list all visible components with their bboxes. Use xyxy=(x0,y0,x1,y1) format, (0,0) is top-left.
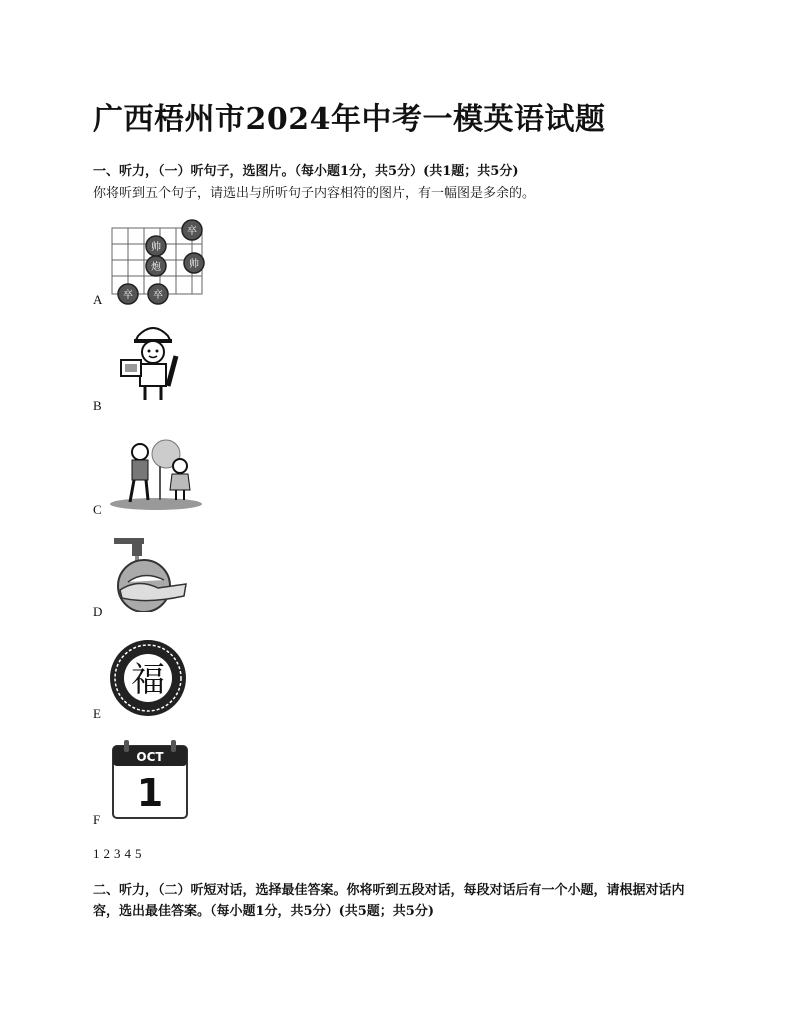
chess-piece-3: 炮 xyxy=(151,262,161,273)
option-letter-a: A xyxy=(93,292,103,307)
chess-piece-5: 卒 xyxy=(123,290,133,301)
answer-numbers xyxy=(93,846,146,862)
answer-number: 1 xyxy=(93,846,101,861)
section2-heading: 二、听力，（二）听短对话，选择最佳答案。你将听到五段对话，每段对话后有一个小题，请根据对话内容，选出最佳答案。（每小题1分，共5分）(共5题；共5分) xyxy=(93,883,685,919)
answer-number: 4 xyxy=(124,846,132,861)
chinese-chess-icon xyxy=(108,218,208,306)
fu-character-icon xyxy=(108,638,188,718)
chess-piece-2: 帅 xyxy=(151,242,161,253)
calendar-image xyxy=(110,740,190,820)
answer-number: 2 xyxy=(103,846,111,861)
fu-character-text: 福 xyxy=(131,660,165,700)
planting-image xyxy=(108,438,204,512)
section1-heading: 一、听力，（一）听句子，选图片。（每小题1分，共5分）(共1题；共5分) xyxy=(93,164,519,179)
option-letter-e: E xyxy=(93,706,101,721)
engineer-icon xyxy=(118,320,188,402)
answer-number: 5 xyxy=(135,846,143,861)
tap-water-image xyxy=(108,538,190,612)
children-planting-icon xyxy=(108,438,204,512)
calendar-icon xyxy=(110,740,190,820)
chess-board-image xyxy=(108,218,208,306)
chess-piece-1: 卒 xyxy=(187,226,197,237)
chess-piece-4: 帅 xyxy=(189,259,199,270)
section1-instruction: 你将听到五个句子，请选出与所听句子内容相符的图片，有一幅图是多余的。 xyxy=(93,186,536,201)
option-letter-b: B xyxy=(93,398,102,413)
option-letter-c: C xyxy=(93,502,102,517)
fu-papercut-image xyxy=(108,638,188,718)
answer-number: 3 xyxy=(114,846,122,861)
tap-water-icon xyxy=(108,538,190,612)
chess-piece-6: 卒 xyxy=(153,290,163,301)
calendar-day: 1 xyxy=(136,771,164,815)
engineer-image xyxy=(118,320,188,402)
page-title: 广西梧州市2024年中考一模英语试题 xyxy=(93,102,606,137)
option-letter-d: D xyxy=(93,604,103,619)
calendar-month: OCT xyxy=(136,750,164,764)
option-letter-f: F xyxy=(93,812,101,827)
